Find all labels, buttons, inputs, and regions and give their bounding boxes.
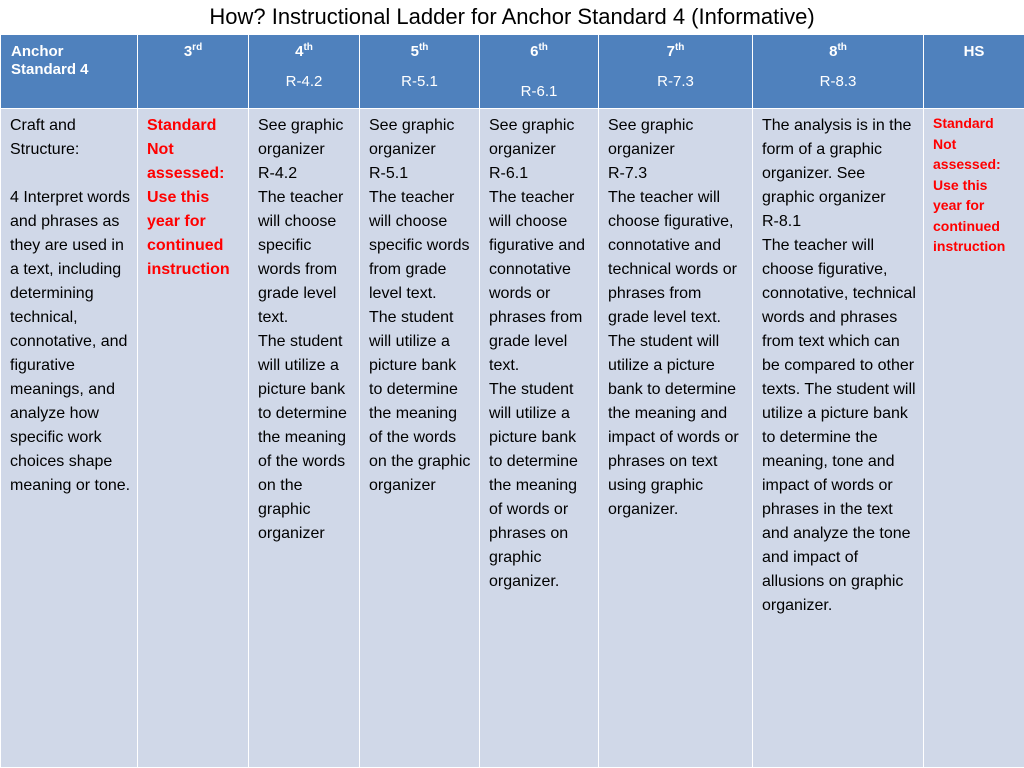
cell-anchor-description: Craft and Structure: 4 Interpret words and phrases as they are used in a text, including determining technical, connotative, and figurative meanings, and analyze how specific work choices shape meaning or tone.	[1, 109, 138, 768]
header-grade-4-code: R-4.2	[285, 73, 323, 90]
header-grade-6: 6th R-6.1	[480, 35, 599, 109]
cell-grade-hs: Standard Not assessed: Use this year for continued instruction	[924, 109, 1024, 768]
cell-grade-7: See graphic organizer R-7.3 The teacher will choose figurative, connotative and technical words or phrases from grade level text. The student will utilize a picture bank to determine the meaning and impact of words or phrases on text using graphic organizer.	[599, 109, 753, 768]
header-grade-6-code: R-6.1	[520, 83, 558, 100]
header-grade-3: 3rd	[138, 35, 249, 109]
header-grade-8: 8th R-8.3	[753, 35, 924, 109]
header-grade-4: 4th R-4.2	[249, 35, 360, 109]
cell-grade-5: See graphic organizer R-5.1 The teacher will choose specific words from grade level text. The student will utilize a picture bank to determine the meaning of the words on the graphic organizer	[360, 109, 480, 768]
instructional-ladder-table	[0, 34, 1024, 768]
header-grade-8-code: R-8.3	[819, 73, 857, 90]
page-title: How? Instructional Ladder for Anchor Standard 4 (Informative)	[209, 4, 815, 29]
header-grade-hs: HS	[924, 35, 1024, 109]
header-row	[1, 35, 1024, 109]
header-grade-5-code: R-5.1	[401, 73, 438, 90]
header-grade-7-code: R-7.3	[657, 73, 694, 90]
cell-grade-3: Standard Not assessed: Use this year for continued instruction	[138, 109, 249, 768]
cell-grade-4: See graphic organizer R-4.2 The teacher will choose specific words from grade level text. The student will utilize a picture bank to determine the meaning of the words on the graphic organizer	[249, 109, 360, 768]
header-grade-7: 7th R-7.3	[599, 35, 753, 109]
header-anchor-standard: Anchor Standard 4	[1, 35, 138, 109]
cell-grade-8: The analysis is in the form of a graphic organizer. See graphic organizer R-8.1 The teacher will choose figurative, connotative, technical words and phrases from text which can be compared to other texts. The student will utilize a picture bank to determine the meaning, tone and impact of words or phrases in the text and analyze the tone and impact of allusions on graphic organizer.	[753, 109, 924, 768]
header-grade-5: 5th R-5.1	[360, 35, 480, 109]
standard-row	[1, 109, 1024, 768]
cell-grade-6: See graphic organizer R-6.1 The teacher will choose figurative and connotative words or phrases from grade level text. The student will utilize a picture bank to determine the meaning of words or phrases on graphic organizer.	[480, 109, 599, 768]
